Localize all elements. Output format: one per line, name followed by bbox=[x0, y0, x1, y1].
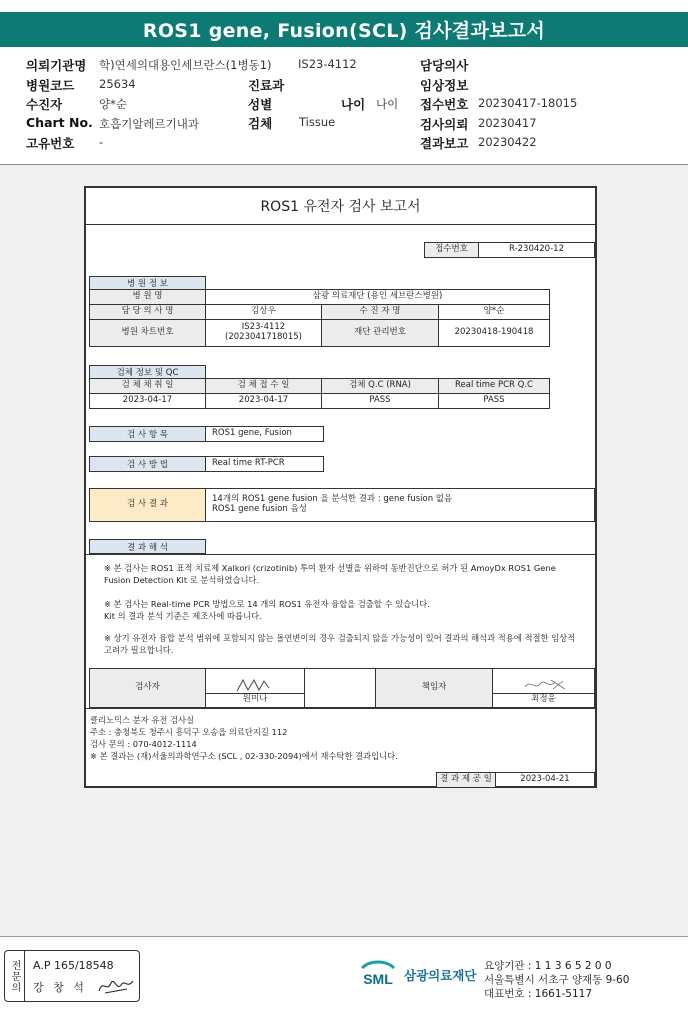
result-date-value: 2023-04-21 bbox=[495, 772, 595, 788]
stamp-vertical-text: 전문의 bbox=[5, 951, 25, 1001]
lab-name: 클리노믹스 분자 유전 검사실 bbox=[90, 715, 195, 725]
top-strip bbox=[0, 0, 688, 10]
chart-no-label: 병원 차트번호 bbox=[89, 319, 206, 347]
interp-para-2a: ※ 본 검사는 Real-time PCR 방법으로 14 개의 ROS1 유전자 융합을 검출할 수 있습니다. bbox=[104, 599, 430, 609]
institution-address: 서울특별시 서초구 양재동 9-60 bbox=[484, 974, 630, 986]
stamp-name: 강 창 석 bbox=[33, 981, 87, 994]
stamp-license: A.P 165/18548 bbox=[33, 959, 114, 972]
supervisor-signature bbox=[492, 668, 595, 708]
foundation-name: 삼광의료재단 bbox=[404, 968, 477, 983]
interp-section: 결 과 해 석 bbox=[89, 539, 206, 554]
institution-code: IS23-4112 bbox=[298, 57, 357, 71]
interp-para-2b: Kit 의 결과 분석 기준은 제조사에 따릅니다. bbox=[104, 611, 262, 621]
chart-no-line1: IS23-4112 bbox=[241, 322, 286, 333]
interp-para-1: ※ 본 검사는 ROS1 표적 치료제 Xalkori (crizotinib) 투여 환자 선별을 위하여 동반진단으로 허가 된 AmoyDx ROS1 Gene Fusion Detection Kit 로 분석하였습니다. bbox=[104, 563, 556, 585]
qc-pcr-value: PASS bbox=[438, 393, 550, 409]
qc-rna-value: PASS bbox=[321, 393, 439, 409]
report-document bbox=[84, 186, 597, 788]
request-value: 20230417 bbox=[478, 116, 537, 130]
supervisor-name: 최정윤 bbox=[493, 693, 594, 705]
patient-name-value: 양*순 bbox=[438, 304, 550, 320]
examiner-name: 원미나 bbox=[206, 693, 304, 705]
institution-code: 요양기관 : 1 1 3 6 5 2 0 0 bbox=[484, 960, 612, 972]
examiner-signature-mark bbox=[235, 677, 275, 693]
patient-header bbox=[0, 52, 688, 164]
test-item-value: ROS1 gene, Fusion bbox=[205, 426, 324, 442]
supervisor-signature-mark bbox=[521, 677, 567, 693]
lab-phone: 검사 문의 : 070-4012-1114 bbox=[90, 739, 197, 750]
institution-label: 의뢰기관명 bbox=[26, 58, 87, 73]
specimen-value: Tissue bbox=[299, 115, 336, 129]
chart-no-line2: (2023041718015) bbox=[225, 332, 302, 342]
hospital-code-label: 병원코드 bbox=[26, 78, 75, 93]
collect-date-value: 2023-04-17 bbox=[89, 393, 206, 409]
result-value bbox=[205, 488, 595, 522]
lab-info bbox=[86, 708, 595, 770]
examiner-label: 검사자 bbox=[89, 668, 206, 708]
supervisor-label: 책임자 bbox=[375, 668, 493, 708]
foundation-no-label: 재단 관리번호 bbox=[321, 319, 439, 347]
report-value: 20230422 bbox=[478, 135, 537, 149]
sml-logo-icon bbox=[358, 958, 398, 992]
hospital-name-label: 병 원 명 bbox=[89, 289, 206, 305]
clinical-label: 임상정보 bbox=[420, 78, 469, 93]
patient-label: 수진자 bbox=[26, 97, 63, 112]
receipt-value: 20230417-18015 bbox=[478, 96, 578, 110]
method-label: 검 사 방 법 bbox=[89, 456, 206, 472]
chart-value: 호흡기알레르기내과 bbox=[99, 117, 199, 131]
pathologist-stamp bbox=[4, 950, 140, 1002]
interpretation-body bbox=[86, 554, 595, 660]
unique-label: 고유번호 bbox=[26, 136, 75, 151]
report-label: 결과보고 bbox=[420, 136, 469, 151]
result-date-label: 결 과 제 공 일 bbox=[436, 772, 496, 788]
dept-label: 진료과 bbox=[248, 78, 285, 93]
institution-phone: 대표번호 : 1661-5117 bbox=[484, 988, 593, 1000]
patient-name-label: 수 진 자 명 bbox=[321, 304, 439, 320]
result-line-2: ROS1 gene fusion 음성 bbox=[212, 504, 307, 514]
chart-no-value bbox=[205, 319, 322, 347]
hospital-name-value: 삼광 의료재단 (용인 세브란스병원) bbox=[205, 289, 550, 305]
lab-address: 주소 : 충청북도 청주시 흥덕구 오송읍 의료단지길 112 bbox=[90, 727, 288, 738]
age-label: 나이 bbox=[341, 97, 366, 112]
chart-label: Chart No. bbox=[26, 115, 93, 130]
stamp-signature-mark bbox=[97, 975, 137, 997]
unique-value: - bbox=[99, 135, 104, 149]
collect-date-label: 검 체 채 취 일 bbox=[89, 378, 206, 394]
hospital-code-value: 25634 bbox=[99, 77, 136, 91]
receive-date-value: 2023-04-17 bbox=[205, 393, 322, 409]
examiner-signature bbox=[205, 668, 305, 708]
test-item-label: 검 사 항 목 bbox=[89, 426, 206, 442]
result-label: 검 사 결 과 bbox=[89, 488, 206, 522]
patient-value: 양*순 bbox=[99, 97, 127, 111]
page-title: ROS1 gene, Fusion(SCL) 검사결과보고서 bbox=[0, 12, 688, 47]
doctor-label: 담 당 의 사 명 bbox=[89, 304, 206, 320]
request-label: 검사의뢰 bbox=[420, 117, 469, 132]
receipt-label: 접수번호 bbox=[420, 97, 469, 112]
receipt-no-value: R-230420-12 bbox=[478, 242, 595, 258]
doctor-value: 김상우 bbox=[205, 304, 322, 320]
specimen-section: 검체 정보 및 QC bbox=[89, 365, 206, 379]
age-value: 나이 bbox=[376, 97, 399, 111]
qc-rna-label: 검체 Q.C (RNA) bbox=[321, 378, 439, 394]
sex-label: 성별 bbox=[248, 97, 273, 112]
specimen-label: 검체 bbox=[248, 116, 273, 131]
institution-value: 학)연세의대용인세브란스(1병동1) bbox=[99, 58, 272, 72]
interp-para-3: ※ 상기 유전자 융합 분석 범위에 포함되지 않는 돌연변이의 경우 검출되지 않을 가능성이 있어 결과의 해석과 적용에 적절한 임상적 고려가 필요합니다. bbox=[104, 633, 576, 655]
report-title: ROS1 유전자 검사 보고서 bbox=[86, 188, 595, 225]
logo-text: SML bbox=[363, 971, 393, 987]
receive-date-label: 검 체 접 수 일 bbox=[205, 378, 322, 394]
result-line-1: 14개의 ROS1 gene fusion 을 분석한 결과 : gene fusion 없음 bbox=[212, 494, 453, 505]
method-value: Real time RT-PCR bbox=[205, 456, 324, 472]
hospital-info-section: 병 원 정 보 bbox=[89, 276, 206, 290]
doctor-label: 담당의사 bbox=[420, 58, 469, 73]
lab-note: ※ 본 결과는 (재)서울의과학연구소 (SCL , 02-330-2094)에서 재수탁한 결과입니다. bbox=[90, 751, 398, 762]
signature-blank bbox=[304, 668, 376, 708]
foundation-no-value: 20230418-190418 bbox=[438, 319, 550, 347]
qc-pcr-label: Real time PCR Q.C bbox=[438, 378, 550, 394]
receipt-no-label: 접수번호 bbox=[424, 242, 479, 258]
